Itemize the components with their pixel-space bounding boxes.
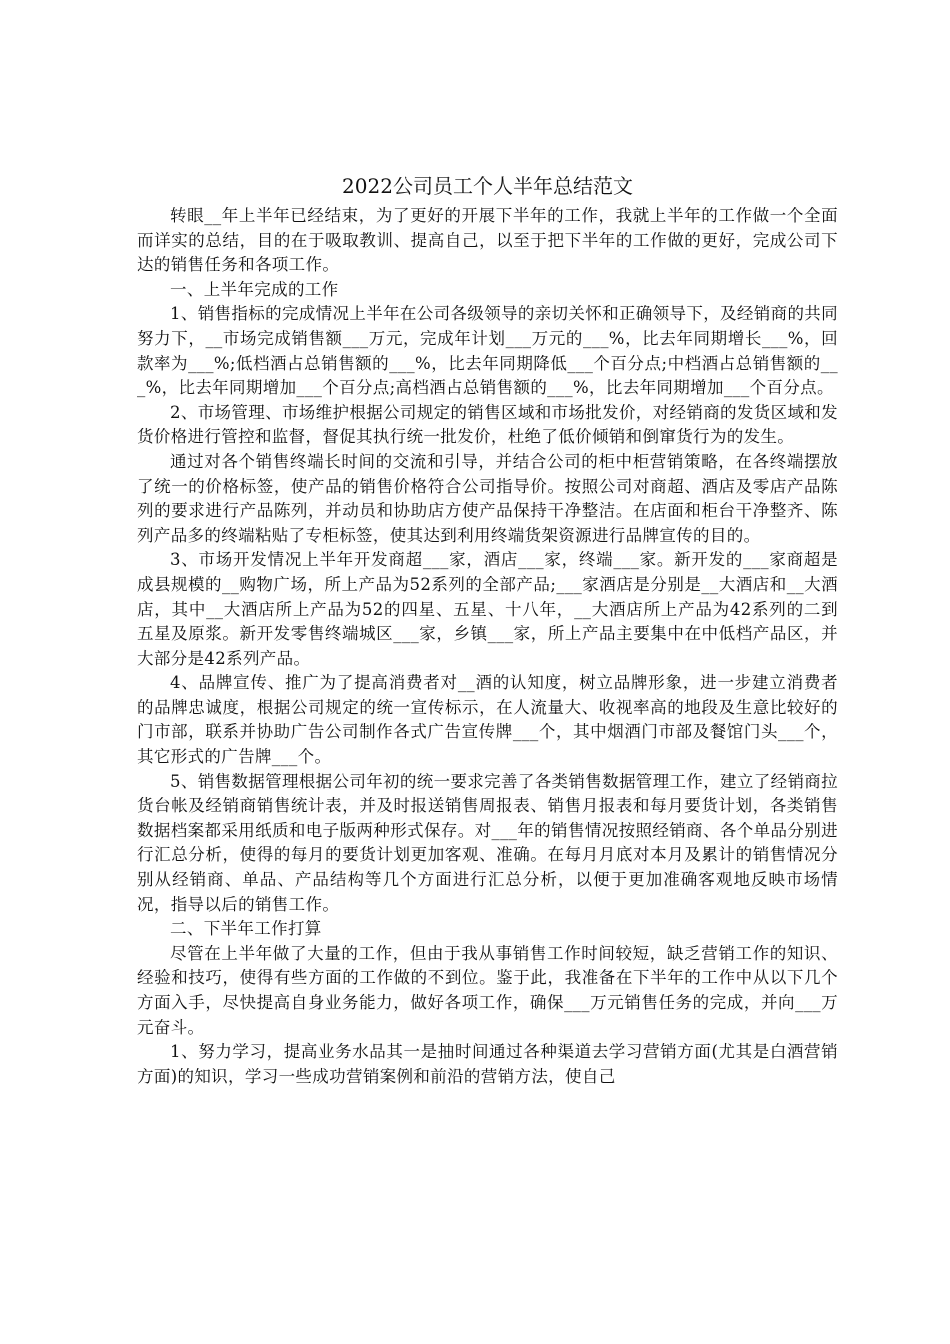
section-heading-first-half: 一、上半年完成的工作	[170, 279, 339, 299]
paragraph-study-plan: 1、努力学习，提高业务水品其一是抽时间通过各种渠道去学习营销方面(尤其是白酒营销方面)的知识，学习一些成功营销案例和前沿的营销方法，使自己	[137, 1042, 838, 1086]
intro-paragraph: 转眼__年上半年已经结束，为了更好的开展下半年的工作，我就上半年的工作做一个全面而详实的总结，目的在于吸取教训、提高自己，以至于把下半年的工作做的更好，完成公司下达的销售任务和各项工作。	[137, 206, 838, 275]
section-heading-second-half: 二、下半年工作打算	[170, 919, 322, 939]
paragraph-market-development: 3、市场开发情况上半年开发商超___家，酒店___家，终端___家。新开发的___家商超是成县规模的__购物广场，所上产品为52系列的全部产品;___家酒店是分别是__大酒店和__大酒店，其中__大酒店所上产品为52的四星、五星、十八年，__大酒店所上产品为42系列的二到五星及原浆。新开发零售终端城区___家，乡镇___家，所上产品主要集中在中低档产品区，并大部分是42系列产品。	[137, 550, 838, 668]
paragraph-sales-data: 5、销售数据管理根据公司年初的统一要求完善了各类销售数据管理工作，建立了经销商拉货台帐及经销商销售统计表，并及时报送销售周报表、销售月报表和每月要货计划，各类销售数据档案都采用纸质和电子版两种形式保存。对___年的销售情况按照经销商、各个单品分别进行汇总分析，使得的每月的要货计划更加客观、准确。在每月月底对本月及累计的销售情况分别从经销商、单品、产品结构等几个方面进行汇总分析，以便于更加准确客观地反映市场情况，指导以后的销售工作。	[137, 771, 838, 914]
paragraph-sales-targets: 1、销售指标的完成情况上半年在公司各级领导的亲切关怀和正确领导下，及经销商的共同努力下，__市场完成销售额___万元，完成年计划___万元的___%，比去年同期增长___%，回款率为___%;低档酒占总销售额的___%，比去年同期降低___个百分点;中档酒占总销售额的___%，比去年同期增加___个百分点;高档酒占总销售额的___%，比去年同期增加___个百分点。	[137, 304, 838, 398]
paragraph-terminal-guidance: 通过对各个销售终端长时间的交流和引导，并结合公司的柜中柜营销策略，在各终端摆放了统一的价格标签，使产品的销售价格符合公司指导价。按照公司对商超、酒店及零店产品陈列的要求进行产品陈列，并动员和协助店方使产品保持干净整洁。在店面和柜台干净整齐、陈列产品多的终端粘贴了专柜标签，使其达到利用终端货架资源进行品牌宣传的目的。	[137, 451, 838, 545]
paragraph-market-management: 2、市场管理、市场维护根据公司规定的销售区域和市场批发价，对经销商的发货区域和发货价格进行管控和监督，督促其执行统一批发价，杜绝了低价倾销和倒窜货行为的发生。	[137, 402, 838, 447]
paragraph-second-half-plan: 尽管在上半年做了大量的工作，但由于我从事销售工作时间较短，缺乏营销工作的知识、经验和技巧，使得有些方面的工作做的不到位。鉴于此，我准备在下半年的工作中从以下几个方面入手，尽快提高自身业务能力，做好各项工作，确保___万元销售任务的完成，并向___万元奋斗。	[137, 943, 838, 1037]
paragraph-brand-promotion: 4、品牌宣传、推广为了提高消费者对__酒的认知度，树立品牌形象，进一步建立消费者的品牌忠诚度，根据公司规定的统一宣传标示，在人流量大、收视率高的地段及生意比较好的门市部，联系并协助广告公司制作各式广告宣传牌___个，其中烟酒门市部及餐馆门头___个，其它形式的广告牌___个。	[137, 673, 838, 767]
document-title: 2022公司员工个人半年总结范文	[342, 174, 633, 198]
